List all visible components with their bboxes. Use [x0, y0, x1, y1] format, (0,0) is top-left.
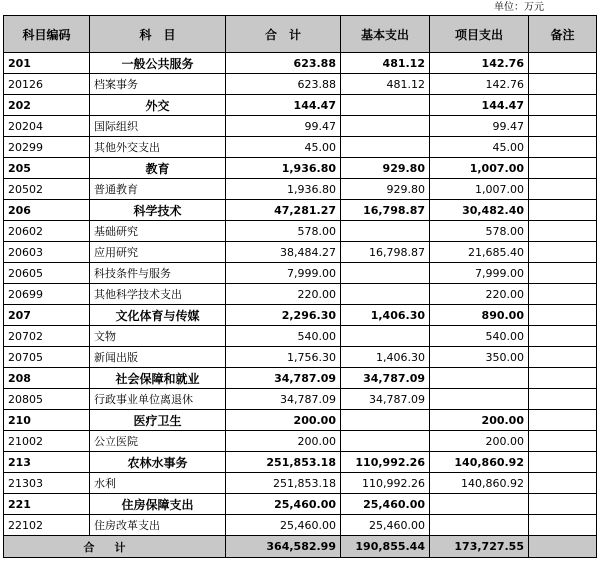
total-cell: 220.00: [226, 284, 341, 305]
name-cell: 国际组织: [90, 116, 226, 137]
basic-cell: [341, 221, 430, 242]
project-cell: 140,860.92: [430, 473, 529, 494]
basic-cell: 929.80: [341, 158, 430, 179]
total-cell: 45.00: [226, 137, 341, 158]
name-cell: 其他外交支出: [90, 137, 226, 158]
budget-table: [3, 15, 597, 558]
table-header: [4, 16, 597, 53]
basic-cell: 25,460.00: [341, 494, 430, 515]
name-cell: 普通教育: [90, 179, 226, 200]
code-cell: 202: [4, 95, 90, 116]
remark-cell: [529, 494, 597, 515]
name-cell: 外交: [90, 95, 226, 116]
code-cell: 208: [4, 368, 90, 389]
project-cell: 200.00: [430, 431, 529, 452]
name-cell: 农林水事务: [90, 452, 226, 473]
project-cell: 578.00: [430, 221, 529, 242]
basic-cell: 16,798.87: [341, 200, 430, 221]
total-cell: 34,787.09: [226, 368, 341, 389]
project-cell: 1,007.00: [430, 158, 529, 179]
name-cell: 科技条件与服务: [90, 263, 226, 284]
total-cell: 200.00: [226, 410, 341, 431]
total-sum: 364,582.99: [226, 536, 341, 558]
subcategory-row: [4, 515, 597, 536]
total-cell: 1,756.30: [226, 347, 341, 368]
subcategory-row: [4, 179, 597, 200]
project-cell: 7,999.00: [430, 263, 529, 284]
subcategory-row: [4, 389, 597, 410]
project-cell: 200.00: [430, 410, 529, 431]
basic-cell: 481.12: [341, 74, 430, 95]
name-cell: 应用研究: [90, 242, 226, 263]
code-cell: 20502: [4, 179, 90, 200]
category-row: [4, 200, 597, 221]
total-cell: 1,936.80: [226, 158, 341, 179]
header-total: 合 计: [226, 16, 341, 53]
project-cell: 21,685.40: [430, 242, 529, 263]
basic-cell: 1,406.30: [341, 305, 430, 326]
header-row: [4, 16, 597, 53]
basic-cell: 34,787.09: [341, 389, 430, 410]
remark-cell: [529, 326, 597, 347]
remark-cell: [529, 158, 597, 179]
total-cell: 99.47: [226, 116, 341, 137]
total-cell: 7,999.00: [226, 263, 341, 284]
name-cell: 新闻出版: [90, 347, 226, 368]
remark-cell: [529, 95, 597, 116]
total-cell: 623.88: [226, 74, 341, 95]
remark-cell: [529, 284, 597, 305]
subcategory-row: [4, 347, 597, 368]
name-cell: 科学技术: [90, 200, 226, 221]
total-label: 合计: [4, 536, 226, 558]
name-cell: 文化体育与传媒: [90, 305, 226, 326]
name-cell: 文物: [90, 326, 226, 347]
project-cell: 140,860.92: [430, 452, 529, 473]
project-cell: 30,482.40: [430, 200, 529, 221]
header-name: 科 目: [90, 16, 226, 53]
project-cell: 890.00: [430, 305, 529, 326]
total-remark: [529, 536, 597, 558]
remark-cell: [529, 221, 597, 242]
code-cell: 210: [4, 410, 90, 431]
code-cell: 20204: [4, 116, 90, 137]
name-cell: 教育: [90, 158, 226, 179]
subcategory-row: [4, 116, 597, 137]
basic-cell: [341, 116, 430, 137]
code-cell: 20603: [4, 242, 90, 263]
name-cell: 住房保障支出: [90, 494, 226, 515]
remark-cell: [529, 410, 597, 431]
basic-cell: [341, 284, 430, 305]
code-cell: 20805: [4, 389, 90, 410]
category-row: [4, 158, 597, 179]
project-cell: 1,007.00: [430, 179, 529, 200]
project-cell: [430, 389, 529, 410]
header-remark: 备注: [529, 16, 597, 53]
remark-cell: [529, 74, 597, 95]
basic-cell: [341, 137, 430, 158]
remark-cell: [529, 200, 597, 221]
remark-cell: [529, 347, 597, 368]
basic-cell: 34,787.09: [341, 368, 430, 389]
remark-cell: [529, 431, 597, 452]
remark-cell: [529, 515, 597, 536]
total-basic: 190,855.44: [341, 536, 430, 558]
basic-cell: 481.12: [341, 53, 430, 74]
basic-cell: 929.80: [341, 179, 430, 200]
remark-cell: [529, 389, 597, 410]
total-cell: 578.00: [226, 221, 341, 242]
unit-label: 单位：万元: [494, 2, 544, 13]
total-cell: 540.00: [226, 326, 341, 347]
project-cell: 540.00: [430, 326, 529, 347]
code-cell: 201: [4, 53, 90, 74]
remark-cell: [529, 242, 597, 263]
remark-cell: [529, 116, 597, 137]
code-cell: 22102: [4, 515, 90, 536]
basic-cell: 110,992.26: [341, 473, 430, 494]
code-cell: 20699: [4, 284, 90, 305]
code-cell: 205: [4, 158, 90, 179]
name-cell: 公立医院: [90, 431, 226, 452]
name-cell: 基础研究: [90, 221, 226, 242]
category-row: [4, 95, 597, 116]
remark-cell: [529, 368, 597, 389]
project-cell: 350.00: [430, 347, 529, 368]
project-cell: 144.47: [430, 95, 529, 116]
code-cell: 206: [4, 200, 90, 221]
total-cell: 623.88: [226, 53, 341, 74]
remark-cell: [529, 263, 597, 284]
project-cell: 45.00: [430, 137, 529, 158]
subcategory-row: [4, 242, 597, 263]
total-cell: 251,853.18: [226, 452, 341, 473]
table-footer: [4, 536, 597, 558]
project-cell: 142.76: [430, 74, 529, 95]
remark-cell: [529, 473, 597, 494]
name-cell: 档案事务: [90, 74, 226, 95]
project-cell: [430, 368, 529, 389]
basic-cell: 110,992.26: [341, 452, 430, 473]
subcategory-row: [4, 137, 597, 158]
project-cell: 99.47: [430, 116, 529, 137]
name-cell: 一般公共服务: [90, 53, 226, 74]
total-cell: 2,296.30: [226, 305, 341, 326]
category-row: [4, 305, 597, 326]
basic-cell: [341, 431, 430, 452]
project-cell: 142.76: [430, 53, 529, 74]
basic-cell: 25,460.00: [341, 515, 430, 536]
subcategory-row: [4, 431, 597, 452]
category-row: [4, 53, 597, 74]
total-cell: 200.00: [226, 431, 341, 452]
header-project: 项目支出: [430, 16, 529, 53]
header-code: 科目编码: [4, 16, 90, 53]
category-row: [4, 368, 597, 389]
subcategory-row: [4, 221, 597, 242]
total-row: [4, 536, 597, 558]
name-cell: 行政事业单位离退休: [90, 389, 226, 410]
subcategory-row: [4, 263, 597, 284]
subcategory-row: [4, 473, 597, 494]
code-cell: 207: [4, 305, 90, 326]
code-cell: 221: [4, 494, 90, 515]
remark-cell: [529, 179, 597, 200]
category-row: [4, 494, 597, 515]
project-cell: [430, 515, 529, 536]
total-cell: 25,460.00: [226, 494, 341, 515]
remark-cell: [529, 53, 597, 74]
code-cell: 20126: [4, 74, 90, 95]
total-cell: 38,484.27: [226, 242, 341, 263]
total-project: 173,727.55: [430, 536, 529, 558]
total-cell: 1,936.80: [226, 179, 341, 200]
basic-cell: 1,406.30: [341, 347, 430, 368]
basic-cell: 16,798.87: [341, 242, 430, 263]
name-cell: 水利: [90, 473, 226, 494]
project-cell: [430, 494, 529, 515]
table-body: [4, 53, 597, 536]
category-row: [4, 410, 597, 431]
code-cell: 21303: [4, 473, 90, 494]
header-basic: 基本支出: [341, 16, 430, 53]
name-cell: 住房改革支出: [90, 515, 226, 536]
name-cell: 医疗卫生: [90, 410, 226, 431]
total-cell: 47,281.27: [226, 200, 341, 221]
category-row: [4, 452, 597, 473]
basic-cell: [341, 410, 430, 431]
code-cell: 20602: [4, 221, 90, 242]
subcategory-row: [4, 74, 597, 95]
code-cell: 20605: [4, 263, 90, 284]
total-cell: 34,787.09: [226, 389, 341, 410]
basic-cell: [341, 326, 430, 347]
remark-cell: [529, 452, 597, 473]
basic-cell: [341, 95, 430, 116]
code-cell: 20702: [4, 326, 90, 347]
subcategory-row: [4, 326, 597, 347]
name-cell: 其他科学技术支出: [90, 284, 226, 305]
remark-cell: [529, 305, 597, 326]
project-cell: 220.00: [430, 284, 529, 305]
total-cell: 25,460.00: [226, 515, 341, 536]
code-cell: 20299: [4, 137, 90, 158]
code-cell: 213: [4, 452, 90, 473]
code-cell: 20705: [4, 347, 90, 368]
code-cell: 21002: [4, 431, 90, 452]
name-cell: 社会保障和就业: [90, 368, 226, 389]
total-cell: 144.47: [226, 95, 341, 116]
remark-cell: [529, 137, 597, 158]
total-cell: 251,853.18: [226, 473, 341, 494]
subcategory-row: [4, 284, 597, 305]
basic-cell: [341, 263, 430, 284]
